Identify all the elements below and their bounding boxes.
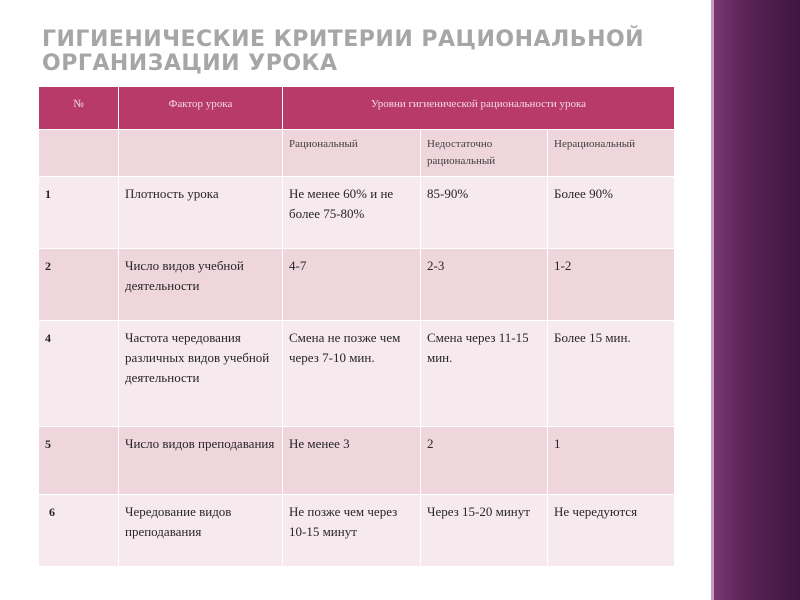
row-rational: Не менее 60% и не более 75-80%: [283, 177, 421, 249]
row-insufficient: Через 15-20 минут: [421, 495, 548, 567]
row-insufficient: Смена через 11-15 мин.: [421, 321, 548, 427]
row-insufficient: 2: [421, 427, 548, 495]
row-factor: Чередование видов преподавания: [119, 495, 283, 567]
row-number: 2: [39, 249, 119, 321]
table-row: [39, 321, 675, 427]
decorative-side-band: [711, 0, 800, 600]
level-irrational: Нерациональный: [548, 130, 675, 177]
header-levels: Уровни гигиенической рациональности урока: [283, 87, 675, 130]
row-irrational: 1: [548, 427, 675, 495]
table-row: [39, 495, 675, 567]
header-factor: Фактор урока: [119, 87, 283, 130]
page-title: ГИГИЕНИЧЕСКИЕ КРИТЕРИИ РАЦИОНАЛЬНОЙ ОРГАНИЗАЦИИ УРОКА: [42, 27, 645, 76]
row-factor: Частота чередования различных видов учебной деятельности: [119, 321, 283, 427]
row-number: 1: [39, 177, 119, 249]
row-rational: Не менее 3: [283, 427, 421, 495]
row-insufficient: 85-90%: [421, 177, 548, 249]
levels-empty-cell: [39, 130, 119, 177]
row-insufficient: 2-3: [421, 249, 548, 321]
row-irrational: Не чередуются: [548, 495, 675, 567]
row-number: 5: [39, 427, 119, 495]
row-factor: Число видов преподавания: [119, 427, 283, 495]
row-number: 4: [39, 321, 119, 427]
row-rational: Не позже чем через 10-15 минут: [283, 495, 421, 567]
level-insufficient: Недостаточно рациональный: [421, 130, 548, 177]
row-irrational: 1-2: [548, 249, 675, 321]
levels-row: [39, 130, 675, 177]
row-rational: Смена не позже чем через 7-10 мин.: [283, 321, 421, 427]
row-factor: Плотность урока: [119, 177, 283, 249]
row-irrational: Более 90%: [548, 177, 675, 249]
table-row: [39, 427, 675, 495]
row-irrational: Более 15 мин.: [548, 321, 675, 427]
level-rational: Рациональный: [283, 130, 421, 177]
row-rational: 4-7: [283, 249, 421, 321]
table-row: [39, 249, 675, 321]
row-factor: Число видов учебной деятельности: [119, 249, 283, 321]
row-number: 6: [39, 495, 119, 567]
criteria-table: [38, 86, 675, 567]
levels-empty-cell: [119, 130, 283, 177]
header-number: №: [39, 87, 119, 130]
table-header-row: [39, 87, 675, 130]
table-row: [39, 177, 675, 249]
